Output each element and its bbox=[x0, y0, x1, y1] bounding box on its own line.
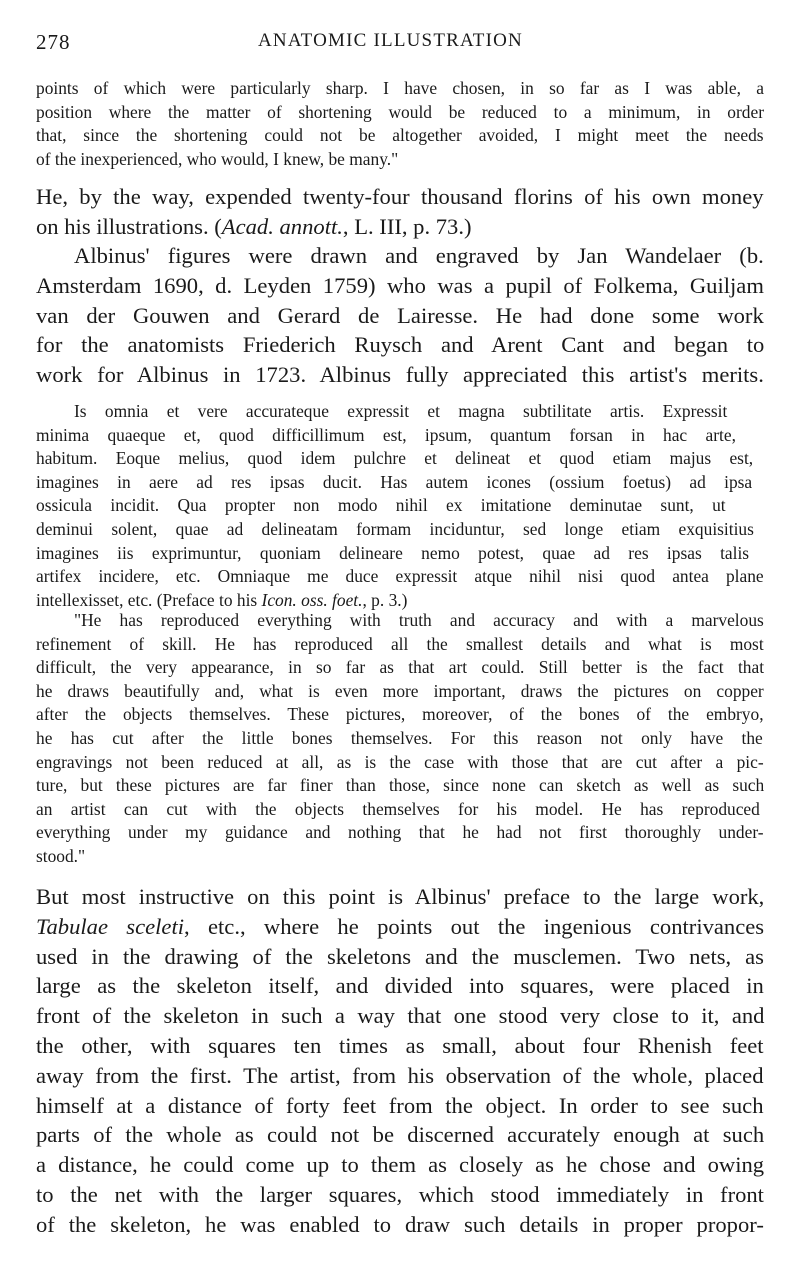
text-line: points of which were particularly sharp. I have chosen, in so far as I was able, a bbox=[36, 78, 764, 98]
text-run: , p. 3.) bbox=[362, 589, 408, 610]
text-line: used in the drawing of the skeletons and the musclemen. Two nets, as bbox=[36, 943, 764, 969]
text-line: front of the skeleton in such a way that one stood very close to it, and bbox=[36, 1003, 765, 1029]
text-line: ture, but these pictures are far finer than those, since none can sketch as well as such bbox=[36, 775, 765, 796]
text-line bbox=[36, 912, 764, 942]
text-line: parts of the whole as could not be discerned accurately enough at such bbox=[36, 1122, 765, 1148]
english-quote-paragraph bbox=[36, 609, 764, 869]
body-paragraph-tabulae bbox=[36, 882, 764, 1240]
text-line: engravings not been reduced at all, as is the case with those that are cut after a pic- bbox=[36, 751, 764, 772]
text-line: Is omnia et vere accurateque expressit et magna subtilitate artis. Expressit bbox=[74, 401, 728, 421]
citation-italic: Acad. annott. bbox=[221, 213, 343, 239]
text-line: everything under my guidance and nothing that he had not first thoroughly under- bbox=[36, 822, 764, 843]
running-title: ANATOMIC ILLUSTRATION bbox=[258, 30, 523, 51]
text-line: artifex incidere, etc. Omniaque me duce expressit atque nihil nisi quod antea plane bbox=[36, 566, 764, 587]
latin-quote-paragraph bbox=[36, 400, 764, 612]
text-run: on his illustrations. ( bbox=[36, 213, 222, 239]
text-line: of the inexperienced, who would, I knew, be many." bbox=[36, 148, 399, 169]
text-line: van der Gouwen and Gerard de Lairesse. He had done some work bbox=[36, 302, 764, 328]
title-italic: Tabulae sceleti bbox=[36, 913, 185, 939]
text-line: of the skeleton, he was enabled to draw such details in proper propor- bbox=[36, 1211, 764, 1237]
text-line: imagines iis exprimuntur, quoniam delineare nemo potest, quae ad res ipsas talis bbox=[36, 542, 750, 563]
text-line: work for Albinus in 1723. Albinus fully appreciated this artist's merits. bbox=[36, 362, 764, 388]
text-line bbox=[36, 212, 764, 242]
text-line: to the net with the larger squares, which stood immediately in front bbox=[36, 1181, 764, 1207]
text-line: an artist can cut with the objects themselves for his model. He has reproduced bbox=[36, 798, 760, 819]
text-line: a distance, he could come up to them as closely as he chose and owing bbox=[36, 1152, 765, 1178]
body-paragraph-wandelaer bbox=[36, 241, 764, 390]
text-line: that, since the shortening could not be altogether avoided, I might meet the needs bbox=[36, 125, 764, 146]
text-run: , L. III, p. 73.) bbox=[342, 213, 472, 239]
text-line: difficult, the very appearance, in so far as that art could. Still better is the fact that bbox=[36, 657, 765, 678]
text-line: He, by the way, expended twenty-four thousand florins of his own money bbox=[36, 184, 764, 209]
quote-continuation-paragraph bbox=[36, 77, 764, 171]
text-line: position where the matter of shortening would be reduced to a minimum, in order bbox=[36, 101, 764, 122]
text-line: deminui solent, quae ad delineatam formam inciduntur, sed longe etiam exquisitius bbox=[36, 518, 754, 539]
text-line: refinement of skill. He has reproduced all the smallest details and what is most bbox=[36, 633, 764, 654]
text-line: minima quaeque et, quod difficillimum est, ipsum, quantum forsan in hac arte, bbox=[36, 424, 736, 445]
text-line: after the objects themselves. These pictures, moreover, of the bones of the embryo, bbox=[36, 704, 764, 725]
text-line: he has cut after the little bones themselves. For this reason not only have the bbox=[36, 727, 763, 748]
citation-italic: Icon. oss. foet. bbox=[261, 589, 363, 610]
text-line: the other, with squares ten times as small, about four Rhenish feet bbox=[36, 1032, 764, 1058]
text-line: Albinus' figures were drawn and engraved by Jan Wandelaer (b. bbox=[74, 243, 764, 268]
page-number: 278 bbox=[36, 30, 71, 54]
text-line: habitum. Eoque melius, quod idem pulchre et delineat et quod etiam majus est, bbox=[36, 448, 754, 469]
text-line: he draws beautifully and, what is even more important, draws the pictures on copper bbox=[36, 680, 764, 701]
text-line: ossicula incidit. Qua propter non modo nihil ex imitatione deminutae sunt, ut bbox=[36, 495, 726, 516]
text-run: , etc., where he points out the ingenious contrivances bbox=[184, 913, 765, 939]
running-head bbox=[36, 28, 766, 56]
text-line: stood." bbox=[36, 845, 86, 866]
text-line: But most instructive on this point is Albinus' preface to the large work, bbox=[36, 884, 765, 909]
text-line: large as the skeleton itself, and divided into squares, were placed in bbox=[36, 973, 764, 999]
text-line: "He has reproduced everything with truth and accuracy and with a marvelous bbox=[74, 610, 764, 630]
body-paragraph-florins bbox=[36, 182, 764, 242]
text-line: himself at a distance of forty feet from the object. In order to see such bbox=[36, 1092, 764, 1118]
text-line: Amsterdam 1690, d. Leyden 1759) who was a pupil of Folkema, Guiljam bbox=[36, 272, 764, 298]
text-line: imagines in aere ad res ipsas ducit. Has autem icones (ossium foetus) ad ipsa bbox=[36, 471, 753, 492]
text-line: away from the first. The artist, from his observation of the whole, placed bbox=[36, 1062, 764, 1088]
text-run: intellexisset, etc. (Preface to his bbox=[36, 589, 262, 610]
text-line: for the anatomists Friederich Ruysch and Arent Cant and began to bbox=[36, 332, 765, 358]
